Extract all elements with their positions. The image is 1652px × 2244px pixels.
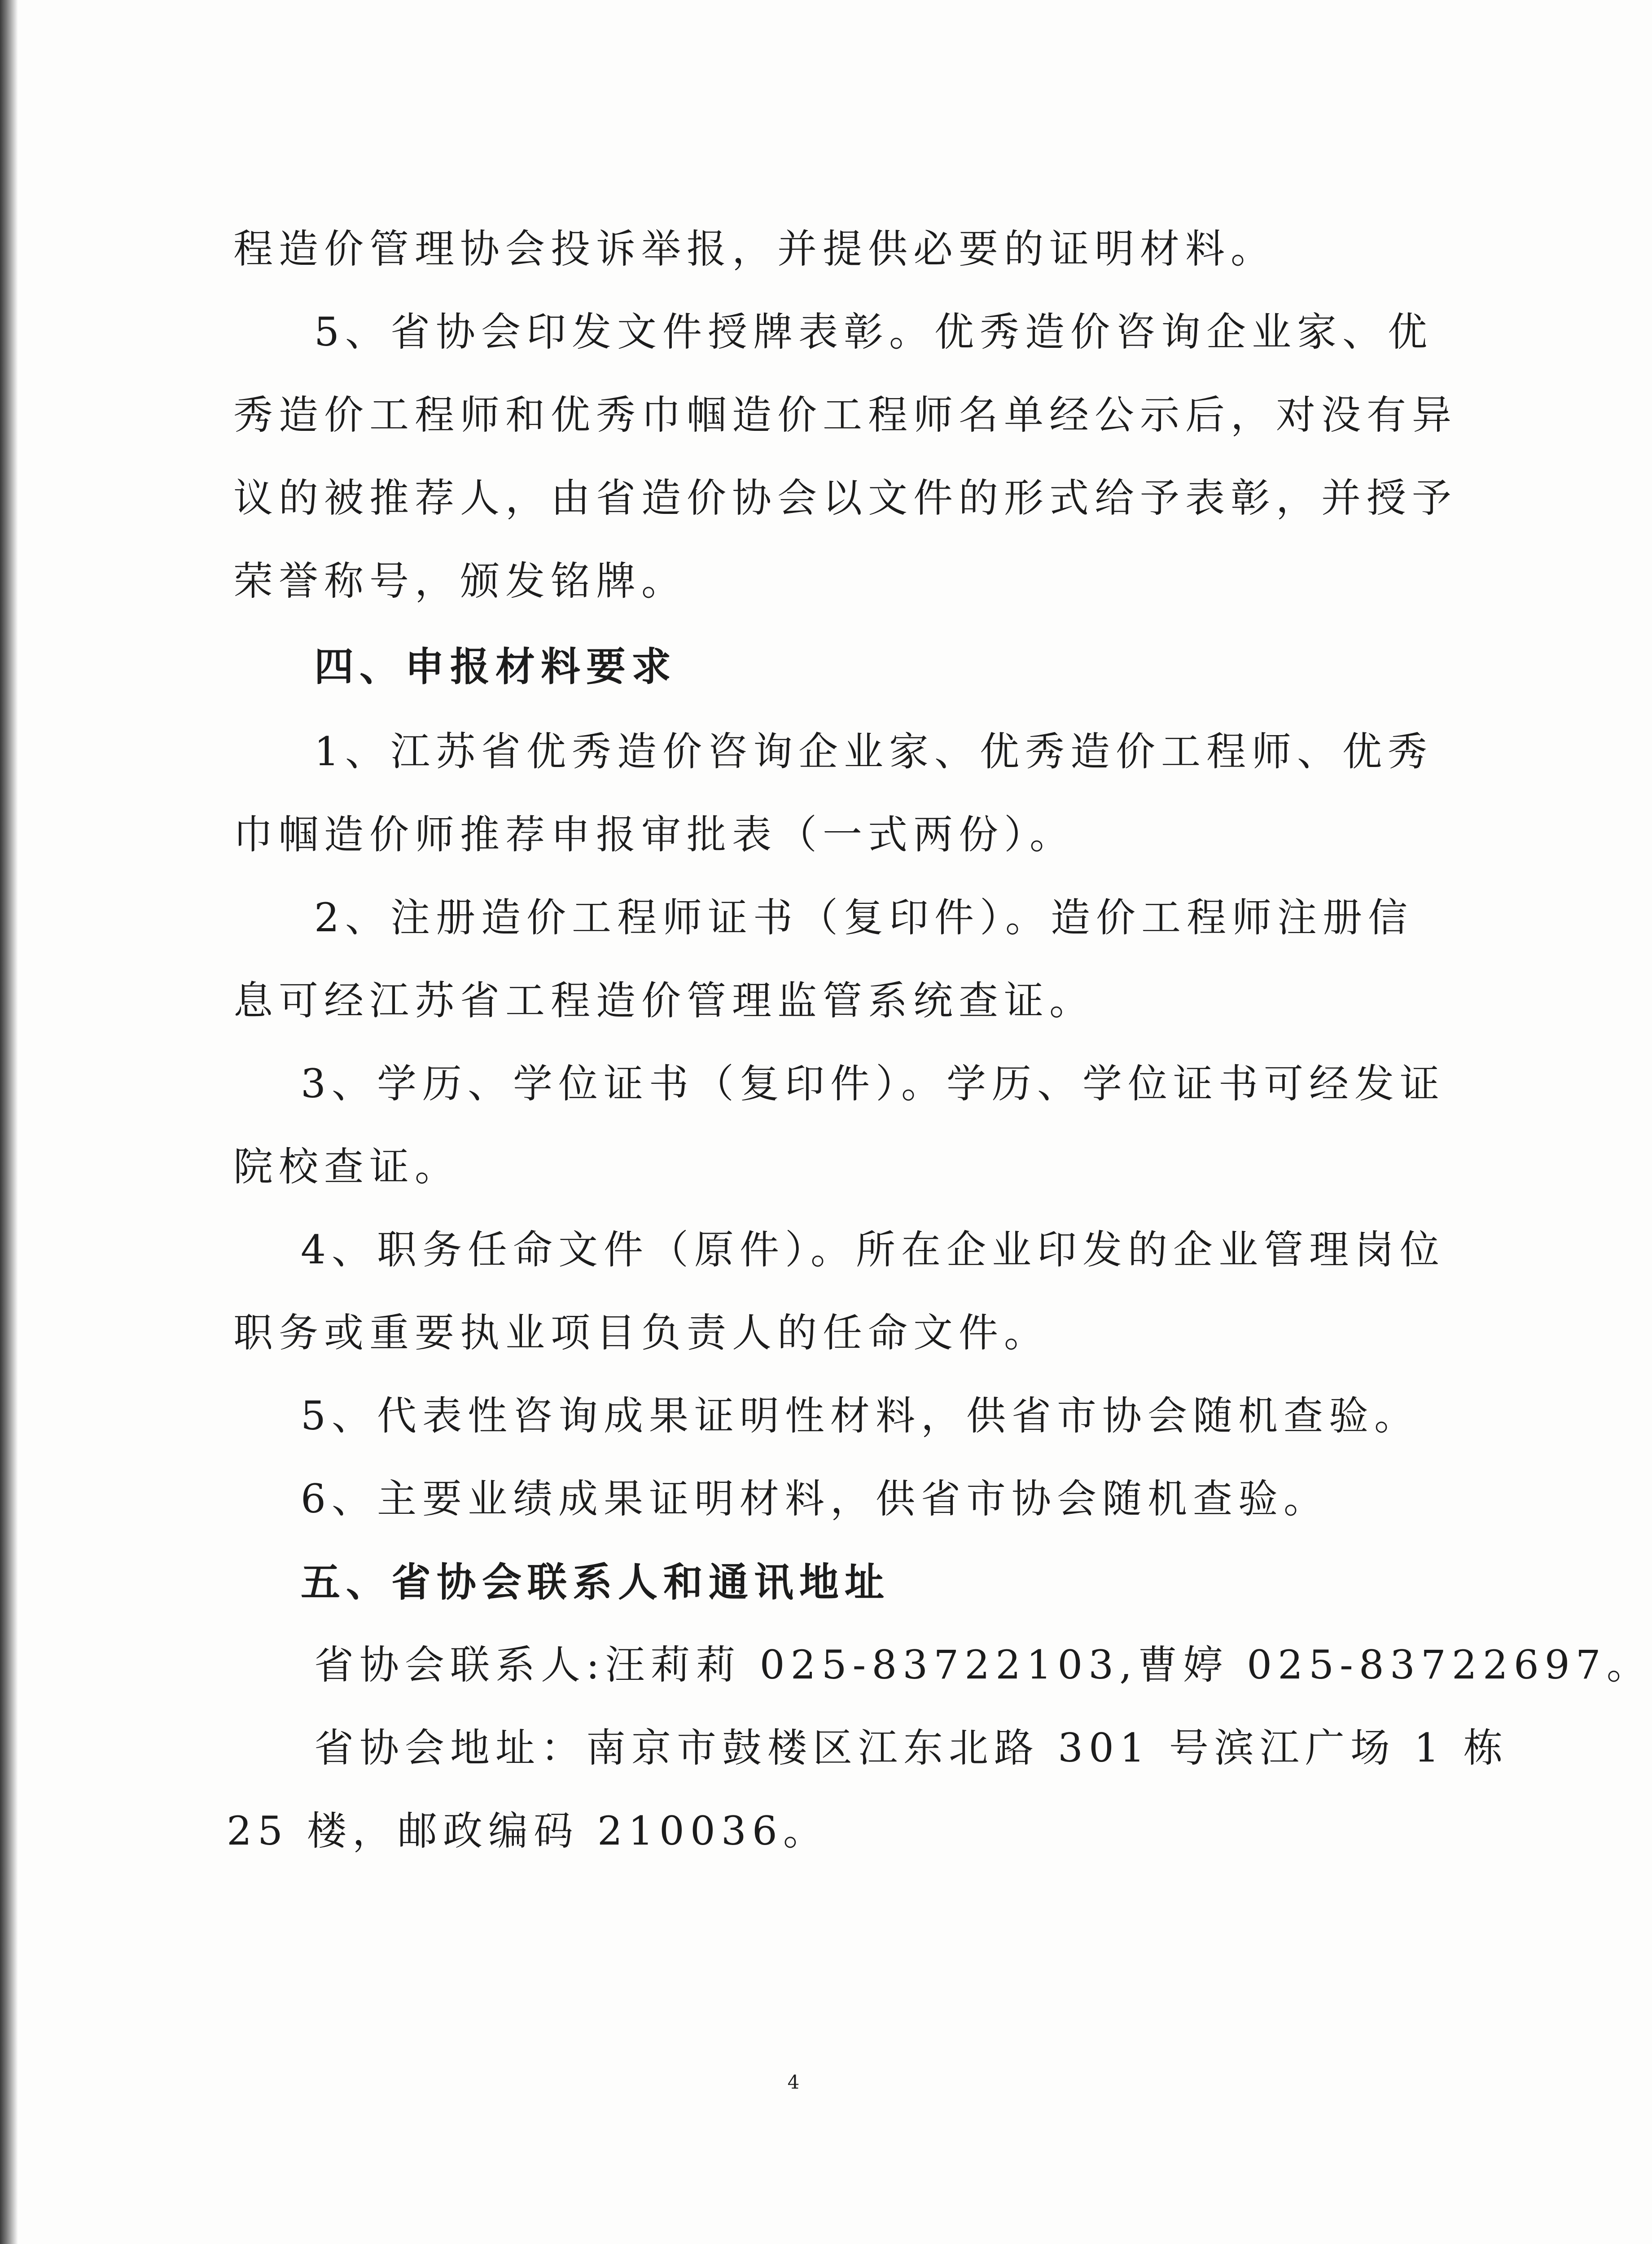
paragraph-line: 荣誉称号，颁发铭牌。 <box>233 558 687 604</box>
paragraph-line: 6、主要业绩成果证明材料，供省市协会随机查验。 <box>301 1476 1329 1522</box>
scan-shadow-edge <box>0 0 18 2244</box>
paragraph-line: 巾帼造价师推荐申报审批表（一式两份）。 <box>233 811 1075 858</box>
paragraph-line: 秀造价工程师和优秀巾帼造价工程师名单经公示后，对没有异 <box>233 392 1458 438</box>
paragraph-line: 5、省协会印发文件授牌表彰。优秀造价咨询企业家、优 <box>314 309 1433 355</box>
section-heading: 四、申报材料要求 <box>314 643 677 690</box>
paragraph-line: 5、代表性咨询成果证明性材料，供省市协会随机查验。 <box>301 1393 1420 1439</box>
address-line: 25 楼，邮政编码 210036。 <box>227 1808 828 1854</box>
paragraph-line: 息可经江苏省工程造价管理监管系统查证。 <box>233 977 1095 1024</box>
paragraph-line: 4、职务任命文件（原件）。所在企业印发的企业管理岗位 <box>301 1227 1445 1273</box>
paragraph-line: 2、注册造价工程师证书（复印件）。造价工程师注册信 <box>314 894 1413 941</box>
address-line: 省协会地址：南京市鼓楼区江东北路 301 号滨江广场 1 栋 <box>314 1725 1509 1771</box>
paragraph-line: 院校查证。 <box>233 1144 460 1190</box>
page-number: 4 <box>787 2071 800 2093</box>
section-heading: 五、省协会联系人和通讯地址 <box>301 1559 890 1605</box>
paragraph-line: 议的被推荐人，由省造价协会以文件的形式给予表彰，并授予 <box>233 475 1458 521</box>
paragraph-line: 程造价管理协会投诉举报，并提供必要的证明材料。 <box>233 226 1276 272</box>
paragraph-line: 1、江苏省优秀造价咨询企业家、优秀造价工程师、优秀 <box>314 728 1433 775</box>
paragraph-line: 职务或重要执业项目负责人的任命文件。 <box>233 1310 1050 1356</box>
contact-line: 省协会联系人:汪莉莉 025-83722103,曹婷 025-83722697。 <box>314 1642 1652 1688</box>
paragraph-line: 3、学历、学位证书（复印件）。学历、学位证书可经发证 <box>301 1061 1445 1107</box>
